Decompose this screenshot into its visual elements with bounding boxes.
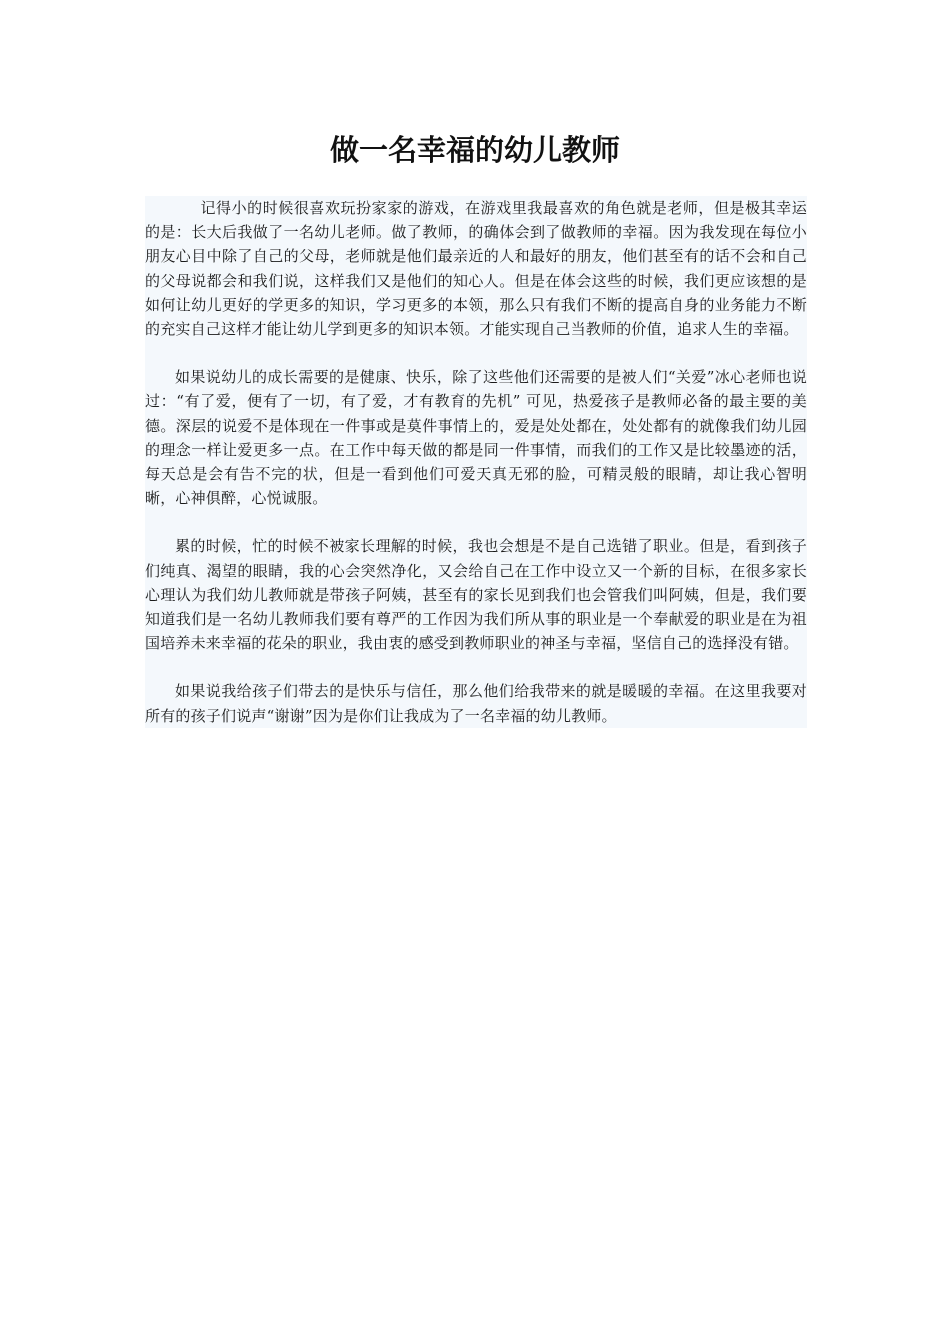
- paragraph-4: 如果说我给孩子们带去的是快乐与信任，那么他们给我带来的就是暖暖的幸福。在这里我要对所有的孩子们说声“谢谢”因为是你们让我成为了一名幸福的幼儿教师。: [145, 682, 807, 725]
- paragraph-gap: [145, 510, 807, 534]
- paragraph-gap: [145, 655, 807, 679]
- page-title: 做一名幸福的幼儿教师: [329, 133, 620, 167]
- paragraph-gap: [145, 341, 807, 365]
- paragraph-3: 累的时候，忙的时候不被家长理解的时候，我也会想是不是自己选错了职业。但是，看到孩子们纯真、渴望的眼睛，我的心会突然净化，又会给自己在工作中设立又一个新的目标，在很多家长心理认为我们幼儿教师就是带孩子阿姨，甚至有的家长见到我们也会管我们叫阿姨，但是，我们要知道我们是一名幼儿教师我们要有尊严的工作因为我们所从事的职业是一个奉献爱的职业是在为祖国培养未来幸福的花朵的职业，我由衷的感受到教师职业的神圣与幸福，坚信自己的选择没有错。: [145, 537, 807, 653]
- article-body: [145, 196, 807, 728]
- paragraph-2: 如果说幼儿的成长需要的是健康、快乐，除了这些他们还需要的是被人们“关爱”冰心老师也说过：“有了爱，便有了一切，有了爱，才有教育的先机” 可见，热爱孩子是教师必备的最主要的美德。深层的说爱不是体现在一件事或是莫件事情上的，爱是处处都在，处处都有的就像我们幼儿园的理念一样让爱更多一点。在工作中每天做的都是同一件事情，而我们的工作又是比较墨迹的活，每天总是会有告不完的状，但是一看到他们可爱天真无邪的脸，可精灵般的眼睛，却让我心智明晰，心神俱醉，心悦诚服。: [145, 368, 807, 508]
- paragraph-1: 记得小的时候很喜欢玩扮家家的游戏，在游戏里我最喜欢的角色就是老师，但是极其幸运的是：长大后我做了一名幼儿老师。做了教师，的确体会到了做教师的幸福。因为我发现在每位小朋友心目中除了自己的父母，老师就是他们最亲近的人和最好的朋友，他们甚至有的话不会和自己的父母说都会和我们说，这样我们又是他们的知心人。但是在体会这些的时候，我们更应该想的是如何让幼儿更好的学更多的知识，学习更多的本领，那么只有我们不断的提高自身的业务能力不断的充实自己这样才能让幼儿学到更多的知识本领。才能实现自己当教师的价值，追求人生的幸福。: [145, 199, 807, 339]
